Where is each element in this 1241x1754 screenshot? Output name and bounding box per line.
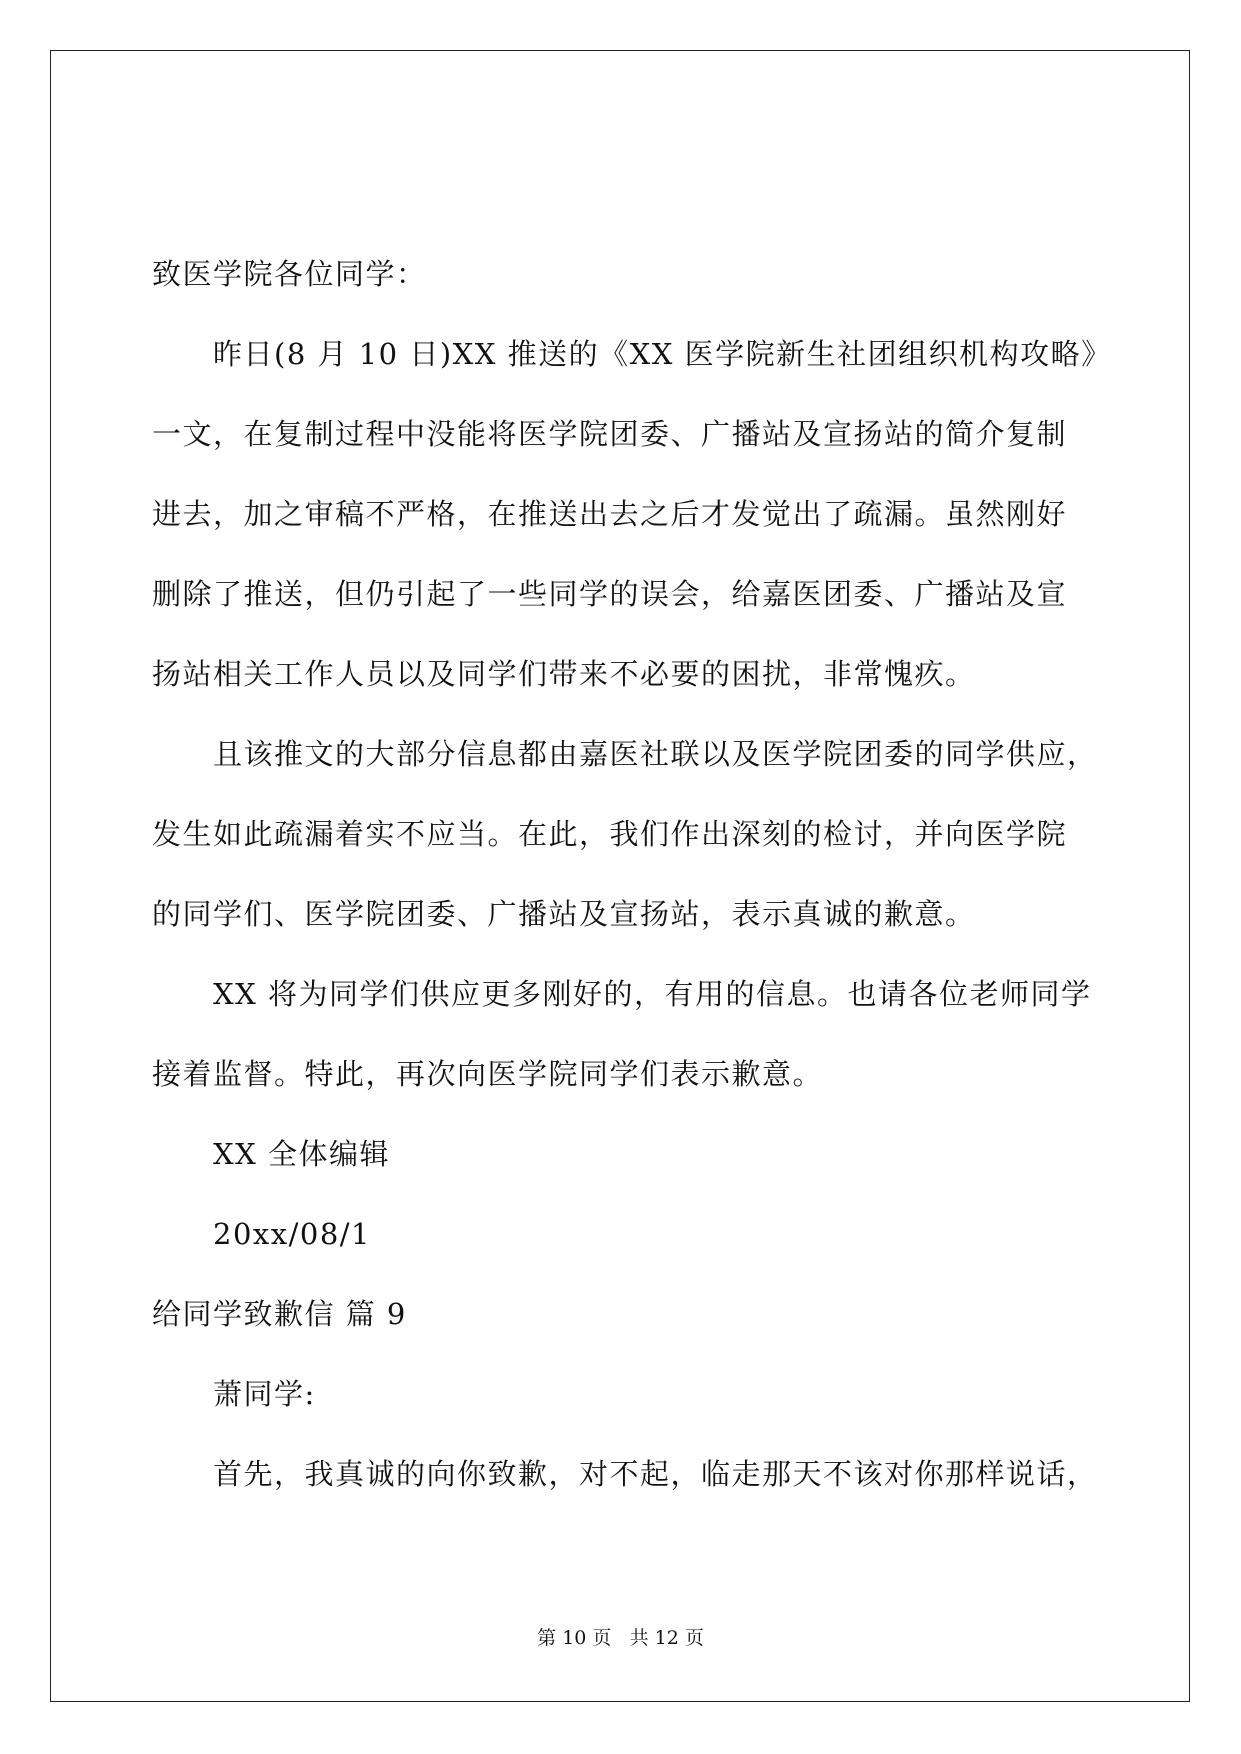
salutation: 致医学院各位同学： <box>152 257 427 291</box>
section-heading: 给同学致歉信 篇 9 <box>152 1297 407 1331</box>
paragraph-line: 发生如此疏漏着实不应当。在此，我们作出深刻的检讨，并向医学院 <box>152 817 1068 851</box>
paragraph-line: 昨日(8 月 10 日)XX 推送的《XX 医学院新生社团组织机构攻略》 <box>213 337 1112 371</box>
page-frame <box>50 50 1190 1702</box>
paragraph-line: 扬站相关工作人员以及同学们带来不必要的困扰，非常愧疚。 <box>152 657 976 691</box>
page-total: 共 12 页 <box>629 1627 704 1649</box>
paragraph-line: 接着监督。特此，再次向医学院同学们表示歉意。 <box>152 1057 824 1091</box>
paragraph-line: 首先，我真诚的向你致歉，对不起，临走那天不该对你那样说话， <box>213 1457 1098 1491</box>
paragraph-line: 删除了推送，但仍引起了一些同学的误会，给嘉医团委、广播站及宣 <box>152 577 1068 611</box>
paragraph-line: 一文，在复制过程中没能将医学院团委、广播站及宣扬站的简介复制 <box>152 417 1068 451</box>
page-number: 第 10 页 <box>537 1627 612 1649</box>
paragraph-line: 进去，加之审稿不严格，在推送出去之后才发觉出了疏漏。虽然刚好 <box>152 497 1068 531</box>
paragraph-line: XX 将为同学们供应更多刚好的，有用的信息。也请各位老师同学 <box>213 977 1092 1011</box>
date: 20xx/08/1 <box>213 1217 372 1251</box>
signature: XX 全体编辑 <box>213 1137 391 1171</box>
paragraph-line: 且该推文的大部分信息都由嘉医社联以及医学院团委的同学供应， <box>213 737 1098 771</box>
salutation: 萧同学: <box>213 1377 316 1411</box>
paragraph-line: 的同学们、医学院团委、广播站及宣扬站，表示真诚的歉意。 <box>152 897 976 931</box>
page-footer <box>0 1626 1241 1650</box>
